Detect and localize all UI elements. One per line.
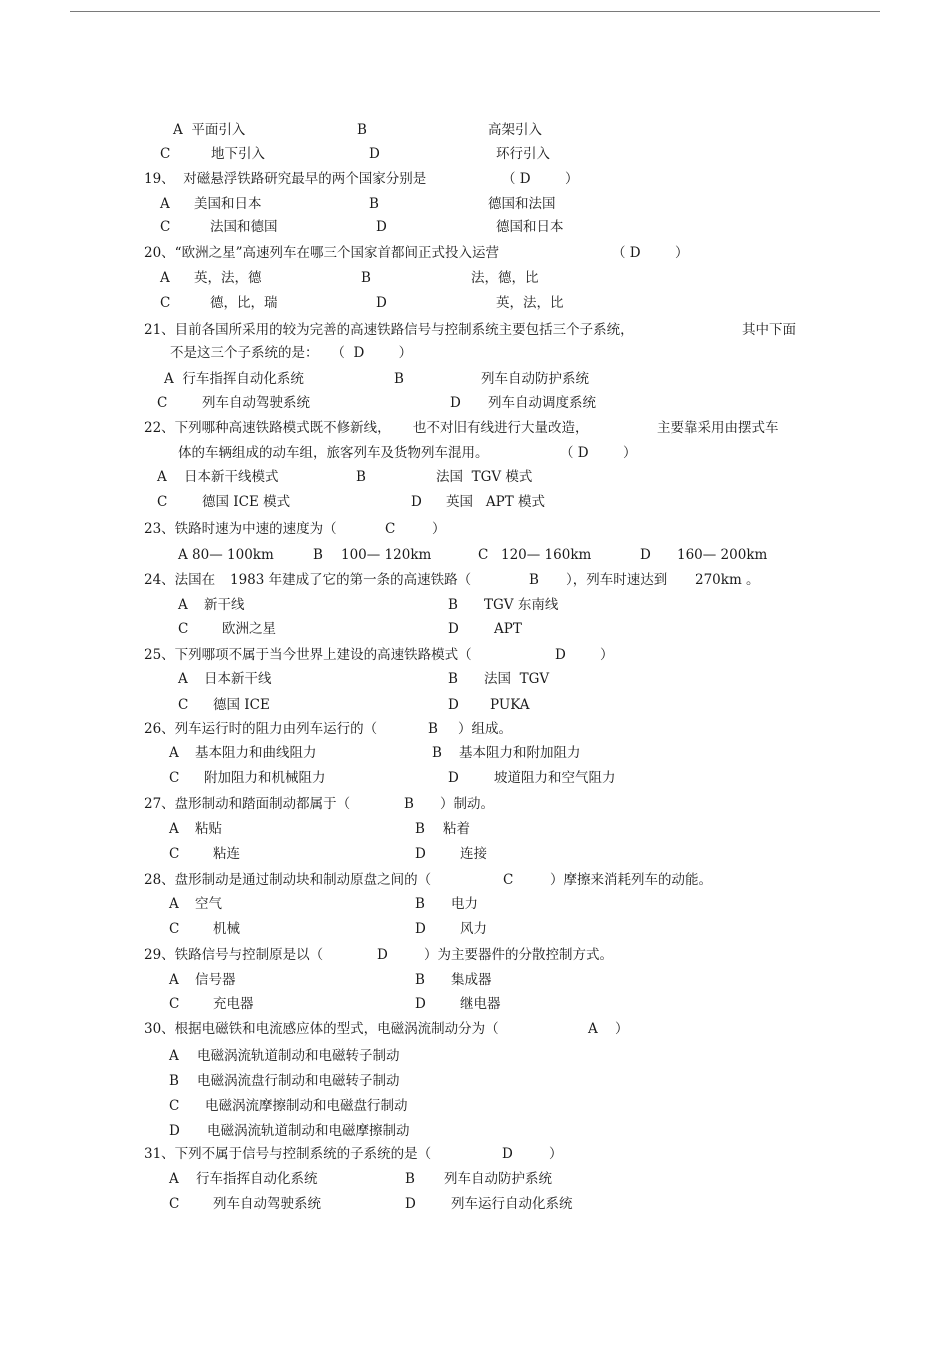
line-23-segment-1: 德国 ICE [213,697,270,713]
line-24-segment-1: B [428,721,438,737]
line-21-segment-2: ） [600,647,614,663]
line-22-segment-1: 日本新干线 [204,671,272,687]
line-2-segment-0: 19、 对磁悬浮铁路研究最早的两个国家分别是 [144,171,427,187]
line-20-segment-3: APT [494,621,522,637]
line-33-segment-1: D [377,947,388,963]
line-6-segment-3: 法，德，比 [471,270,539,286]
line-16-segment-0: 23、铁路时速为中速的速度为（ [144,521,337,537]
line-3-segment-3: 德国和法国 [488,196,556,212]
line-35-segment-3: 继电器 [460,996,501,1012]
line-17-segment-3: C [478,547,489,563]
line-41-segment-0: 31、下列不属于信号与控制系统的子系统的是（ [144,1146,432,1162]
line-17-segment-0: A 80— 100km [178,547,274,563]
line-0-segment-1: B [357,122,367,138]
line-17-segment-2: 100— 120km [341,547,432,563]
line-10-segment-1: B [394,371,404,387]
line-39-segment-0: C [169,1098,180,1114]
line-4-segment-3: 德国和日本 [496,219,564,235]
line-12-segment-2: 主要靠采用由摆式车 [657,420,779,436]
line-21-segment-0: 25、下列哪项不属于当今世界上建设的高速铁路模式（ [144,647,472,663]
line-40-segment-1: 电磁涡流轨道制动和电磁摩擦制动 [207,1123,410,1139]
line-26-segment-3: 坡道阻力和空气阻力 [494,770,616,786]
line-28-segment-2: B [415,821,425,837]
line-22-segment-0: A [178,671,188,687]
line-7-segment-3: 英，法，比 [496,295,564,311]
line-20-segment-0: C [178,621,189,637]
line-34-segment-1: 信号器 [195,972,236,988]
line-26-segment-2: D [448,770,459,786]
line-19-segment-0: A [178,597,188,613]
line-7-segment-2: D [376,295,387,311]
line-26-segment-0: C [169,770,180,786]
line-6-segment-0: A [160,270,170,286]
line-22-segment-2: B [448,671,458,687]
header-rule [70,11,880,12]
line-0-segment-0: A 平面引入 [173,122,246,138]
line-29-segment-0: C [169,846,180,862]
line-15-segment-3: 英国 APT 模式 [446,494,546,510]
line-1-segment-0: C [160,146,171,162]
line-27-segment-0: 27、盘形制动和踏面制动都属于（ [144,796,351,812]
line-8-segment-1: 其中下面 [742,322,796,338]
line-13-segment-0: 体的车辆组成的动车组，旅客列车及货物列车混用。 [178,445,489,461]
line-26-segment-1: 附加阻力和机械阻力 [204,770,326,786]
line-31-segment-0: A [169,896,179,912]
line-14-segment-1: 日本新干线模式 [184,469,279,485]
line-7-segment-1: 德，比，瑞 [210,295,278,311]
line-43-segment-2: D [405,1196,416,1212]
line-36-segment-2: ） [615,1021,629,1037]
line-35-segment-1: 充电器 [213,996,254,1012]
line-25-segment-2: B [432,745,442,761]
line-12-segment-0: 22、下列哪种高速铁路模式既不修新线， [144,420,391,436]
line-33-segment-2: ）为主要器件的分散控制方式。 [424,947,613,963]
line-30-segment-2: ）摩擦来消耗列车的动能。 [550,872,712,888]
line-8-segment-0: 21、目前各国所采用的较为完善的高速铁路信号与控制系统主要包括三个子系统， [144,322,634,338]
line-4-segment-2: D [376,219,387,235]
line-42-segment-0: A [169,1171,179,1187]
line-18-segment-1: 1983 年建成了它的第一条的高速铁路（ [230,572,472,588]
line-10-segment-0: A 行车指挥自动化系统 [164,371,304,387]
line-15-segment-1: 德国 ICE 模式 [202,494,291,510]
line-25-segment-3: 基本阻力和附加阻力 [459,745,581,761]
line-5-segment-1: （ D ） [612,245,689,261]
line-32-segment-3: 风力 [460,921,487,937]
line-22-segment-3: 法国 TGV [484,671,550,687]
line-21-segment-1: D [555,647,566,663]
line-18-segment-0: 24、法国在 [144,572,216,588]
line-34-segment-2: B [415,972,425,988]
line-3-segment-0: A [160,196,170,212]
line-20-segment-2: D [448,621,459,637]
line-6-segment-2: B [361,270,371,286]
line-11-segment-2: D [450,395,461,411]
line-31-segment-1: 空气 [195,896,222,912]
line-27-segment-1: B [404,796,414,812]
line-16-segment-1: C [385,521,396,537]
line-17-segment-1: B [313,547,323,563]
line-10-segment-2: 列车自动防护系统 [481,371,589,387]
line-41-segment-2: ） [549,1146,563,1162]
line-17-segment-5: D [640,547,651,563]
line-41-segment-1: D [502,1146,513,1162]
line-35-segment-0: C [169,996,180,1012]
line-19-segment-2: B [448,597,458,613]
line-1-segment-3: 环行引入 [496,146,550,162]
line-42-segment-2: B [405,1171,415,1187]
line-29-segment-3: 连接 [460,846,487,862]
line-4-segment-1: 法国和德国 [210,219,278,235]
line-30-segment-0: 28、盘形制动是通过制动块和制动原盘之间的（ [144,872,432,888]
line-34-segment-0: A [169,972,179,988]
line-25-segment-0: A [169,745,179,761]
line-19-segment-3: TGV 东南线 [484,597,559,613]
line-30-segment-1: C [503,872,514,888]
line-23-segment-3: PUKA [490,697,530,713]
line-31-segment-3: 电力 [451,896,478,912]
line-14-segment-3: 法国 TGV 模式 [436,469,533,485]
line-12-segment-1: 也不对旧有线进行大量改造， [413,420,589,436]
line-42-segment-3: 列车自动防护系统 [444,1171,552,1187]
line-11-segment-1: 列车自动驾驶系统 [202,395,310,411]
line-40-segment-0: D [169,1123,180,1139]
line-36-segment-1: A [588,1021,598,1037]
line-11-segment-0: C [157,395,168,411]
line-13-segment-1: （ D ） [560,445,637,461]
line-18-segment-3: ），列车时速达到 [566,572,668,588]
line-15-segment-2: D [411,494,422,510]
line-27-segment-2: ）制动。 [440,796,494,812]
line-31-segment-2: B [415,896,425,912]
line-43-segment-3: 列车运行自动化系统 [451,1196,573,1212]
line-14-segment-2: B [356,469,366,485]
line-29-segment-1: 粘连 [213,846,240,862]
line-28-segment-0: A [169,821,179,837]
line-1-segment-2: D [369,146,380,162]
line-16-segment-2: ） [432,521,446,537]
line-0-segment-2: 高架引入 [488,122,542,138]
line-18-segment-4: 270km 。 [695,572,760,588]
line-37-segment-1: 电磁涡流轨道制动和电磁转子制动 [197,1048,400,1064]
line-42-segment-1: 行车指挥自动化系统 [196,1171,318,1187]
line-38-segment-1: 电磁涡流盘行制动和电磁转子制动 [197,1073,400,1089]
line-1-segment-1: 地下引入 [211,146,265,162]
line-17-segment-4: 120— 160km [501,547,592,563]
line-28-segment-1: 粘贴 [195,821,222,837]
line-6-segment-1: 英，法，德 [194,270,262,286]
line-19-segment-1: 新干线 [204,597,245,613]
line-25-segment-1: 基本阻力和曲线阻力 [195,745,317,761]
line-11-segment-3: 列车自动调度系统 [488,395,596,411]
line-29-segment-2: D [415,846,426,862]
line-37-segment-0: A [169,1048,179,1064]
line-3-segment-2: B [369,196,379,212]
line-38-segment-0: B [169,1073,179,1089]
line-14-segment-0: A [157,469,167,485]
line-4-segment-0: C [160,219,171,235]
line-28-segment-3: 粘着 [443,821,470,837]
line-23-segment-0: C [178,697,189,713]
line-32-segment-0: C [169,921,180,937]
line-33-segment-0: 29、铁路信号与控制原是以（ [144,947,324,963]
line-20-segment-1: 欧洲之星 [222,621,276,637]
line-5-segment-0: 20、“欧洲之星”高速列车在哪三个国家首都间正式投入运营 [144,245,499,261]
line-36-segment-0: 30、根据电磁铁和电流感应体的型式，电磁涡流制动分为（ [144,1021,499,1037]
line-9-segment-0: 不是这三个子系统的是： （ D ） [170,345,413,361]
line-2-segment-1: （ D ） [502,171,579,187]
line-43-segment-0: C [169,1196,180,1212]
line-18-segment-2: B [529,572,539,588]
line-23-segment-2: D [448,697,459,713]
line-39-segment-1: 电磁涡流摩擦制动和电磁盘行制动 [205,1098,408,1114]
line-3-segment-1: 美国和日本 [194,196,262,212]
line-43-segment-1: 列车自动驾驶系统 [213,1196,321,1212]
line-34-segment-3: 集成器 [451,972,492,988]
line-15-segment-0: C [157,494,168,510]
line-24-segment-0: 26、列车运行时的阻力由列车运行的（ [144,721,378,737]
line-7-segment-0: C [160,295,171,311]
line-17-segment-6: 160— 200km [677,547,768,563]
line-35-segment-2: D [415,996,426,1012]
line-32-segment-2: D [415,921,426,937]
line-24-segment-2: ）组成。 [458,721,512,737]
line-32-segment-1: 机械 [213,921,240,937]
